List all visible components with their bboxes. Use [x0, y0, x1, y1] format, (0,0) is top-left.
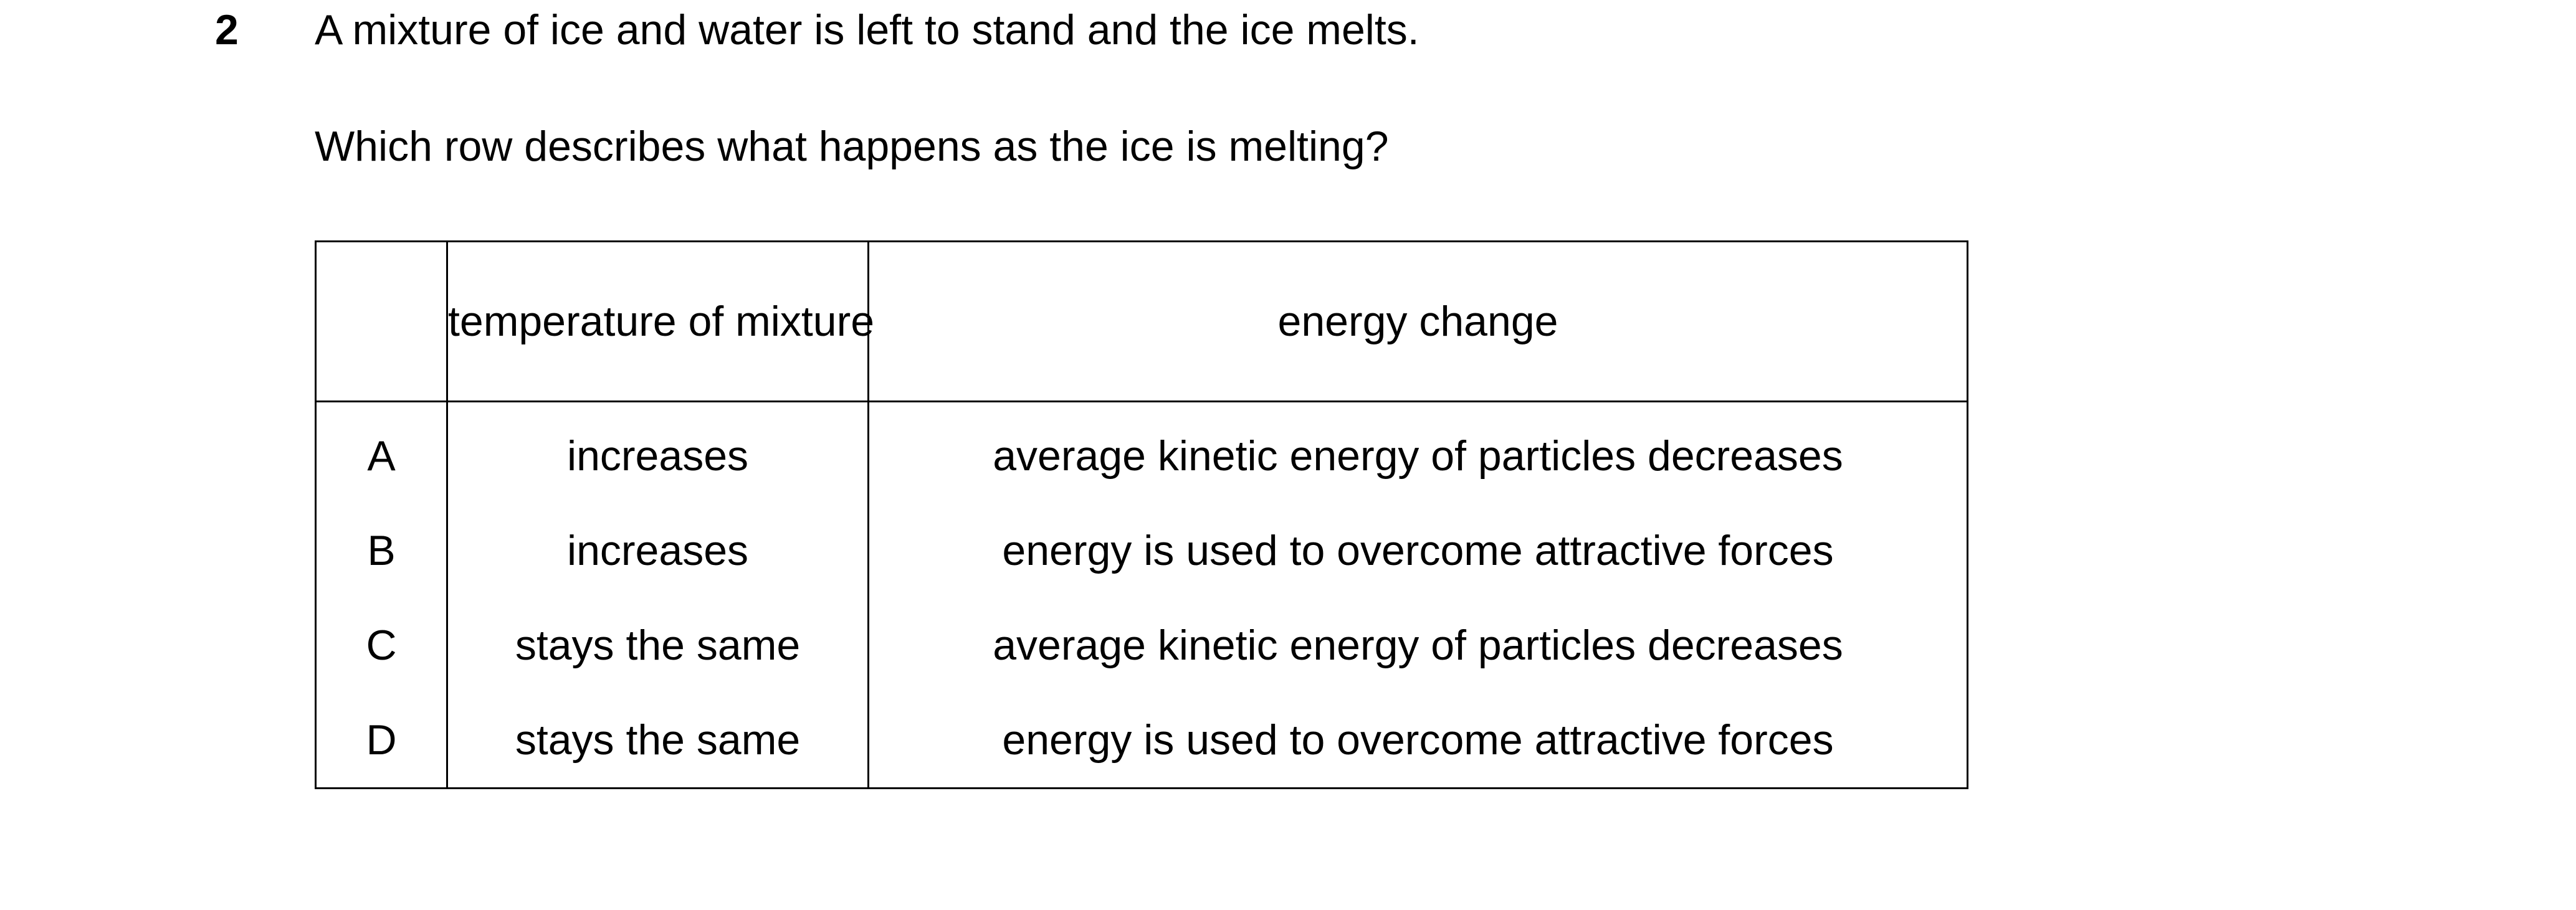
- option-letter: C: [316, 598, 447, 693]
- energy-change-cell: energy is used to overcome attractive forces: [869, 693, 1968, 789]
- header-corner-cell: [316, 242, 447, 402]
- question-number: 2: [215, 6, 239, 54]
- question-prompt: Which row describes what happens as the ice is melting?: [315, 123, 1389, 170]
- energy-change-cell: average kinetic energy of particles decreases: [869, 598, 1968, 693]
- answer-table: [315, 240, 1968, 789]
- table-header-row: [316, 242, 1968, 402]
- option-letter: D: [316, 693, 447, 789]
- temperature-cell: stays the same: [447, 693, 869, 789]
- temperature-cell: increases: [447, 503, 869, 598]
- table-row[interactable]: [316, 402, 1968, 504]
- header-temperature: temperature of mixture: [447, 242, 869, 402]
- temperature-cell: increases: [447, 402, 869, 504]
- energy-change-cell: energy is used to overcome attractive forces: [869, 503, 1968, 598]
- question-stem: A mixture of ice and water is left to stand and the ice melts.: [315, 6, 1419, 54]
- energy-change-cell: average kinetic energy of particles decreases: [869, 402, 1968, 504]
- option-letter: A: [316, 402, 447, 504]
- table-row[interactable]: [316, 598, 1968, 693]
- table-row[interactable]: [316, 693, 1968, 789]
- temperature-cell: stays the same: [447, 598, 869, 693]
- header-energy-change: energy change: [869, 242, 1968, 402]
- option-letter: B: [316, 503, 447, 598]
- table-row[interactable]: [316, 503, 1968, 598]
